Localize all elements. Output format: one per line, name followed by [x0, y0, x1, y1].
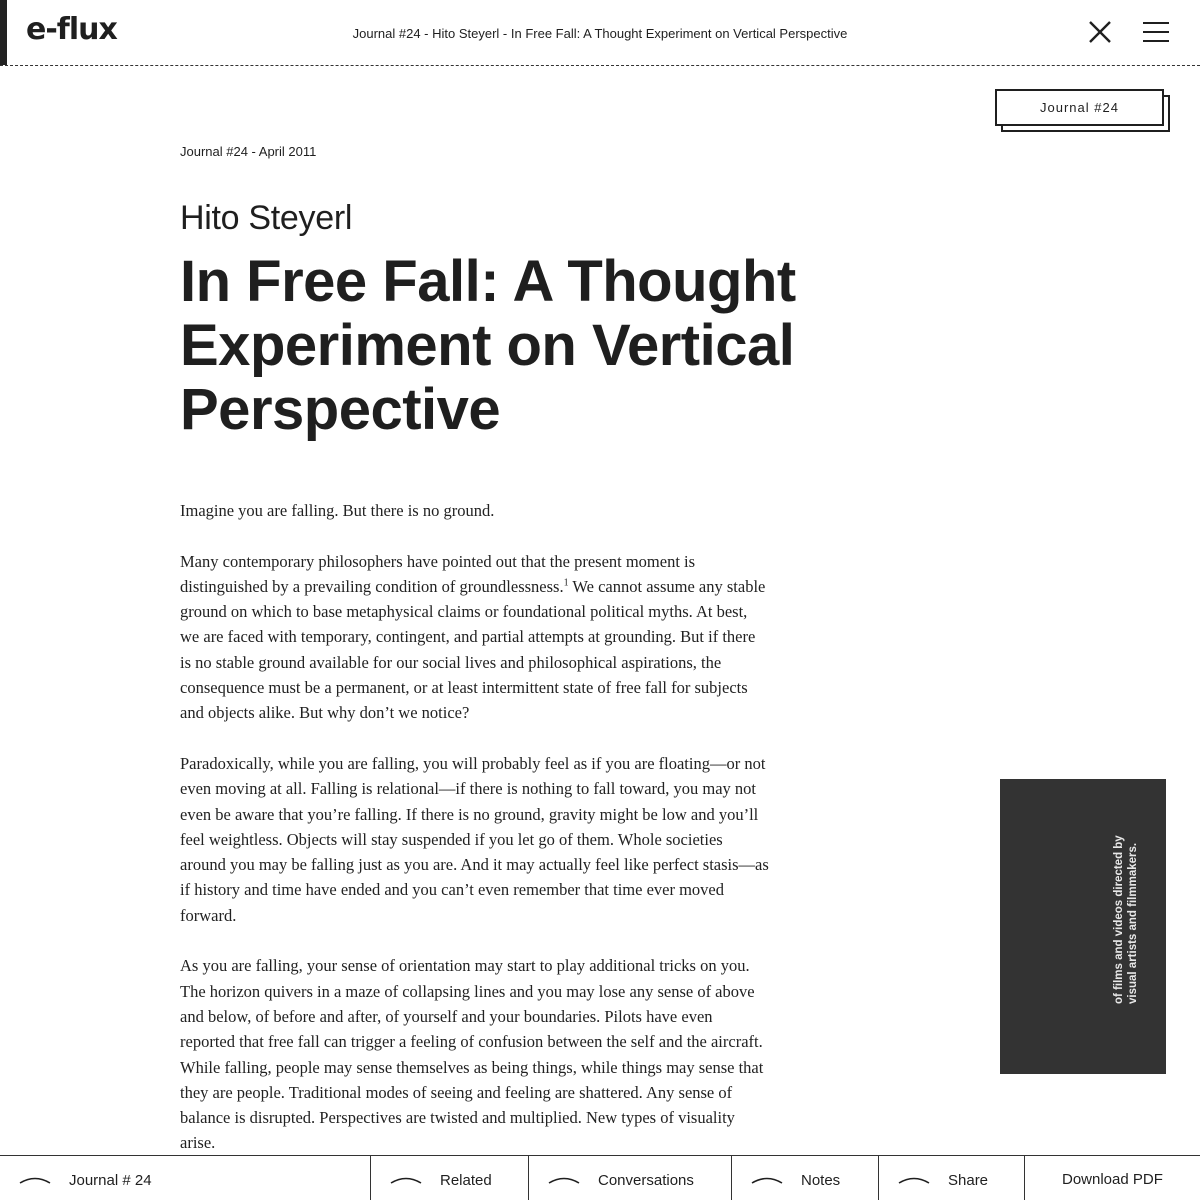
tab-share-label: Share: [948, 1172, 989, 1189]
tab-related-label: Related: [440, 1172, 492, 1189]
chevron-up-icon: [548, 1174, 580, 1184]
page-title-bar: Journal #24 - Hito Steyerl - In Free Fall: A Thought Experiment on Vertical Perspective: [352, 26, 848, 41]
tab-conversations-label: Conversations: [598, 1172, 694, 1189]
paragraph: As you are falling, your sense of orientation may start to play additional tricks on you. The horizon quivers in a maze of collapsing lines and you may lose any sense of above and below, of before and after, of yourself and your boundaries. Pilots have even reported that free fall can trigger a feeling of confusion between the self and the aircraft. While falling, people may sense themselves as being things, while things may sense that they are people. Traditional modes of seeing and feeling are shattered. Any sense of balance is disrupted. Perspectives are twisted and multiplied. New types of visuality arise.: [180, 956, 764, 1153]
paragraph: [180, 549, 770, 726]
chevron-up-icon: [19, 1174, 51, 1184]
tab-related[interactable]: [371, 1156, 528, 1200]
tab-journal-label: Journal # 24: [69, 1172, 152, 1189]
paragraph: Imagine you are falling. But there is no ground.: [180, 501, 495, 520]
chevron-up-icon: [898, 1174, 930, 1184]
article-title: In Free Fall: A Thought Experiment on Vertical Perspective: [180, 249, 796, 442]
tab-share[interactable]: [879, 1156, 1024, 1200]
side-advertisement[interactable]: [1000, 779, 1166, 1074]
bottom-navigation-bar: [0, 1155, 1200, 1200]
tab-notes-label: Notes: [801, 1172, 841, 1189]
footnote-link[interactable]: 1: [563, 577, 569, 589]
site-header: [0, 0, 1200, 66]
issue-date[interactable]: Journal #24 - April 2011: [180, 144, 317, 159]
tab-conversations[interactable]: [529, 1156, 731, 1200]
close-icon: [1086, 18, 1114, 46]
article-author[interactable]: Hito Steyerl: [180, 199, 353, 237]
hamburger-menu-icon: [1141, 20, 1171, 44]
journal-tag-label[interactable]: Journal #24: [995, 89, 1164, 126]
download-pdf-label: Download PDF: [1062, 1171, 1163, 1188]
advertisement-text: of films and videos directed by visual artists and filmmakers.: [1113, 835, 1139, 1004]
paragraph-text: We cannot assume any stable ground on which to base metaphysical claims or foundational political myths. At best, we are faced with temporary, contingent, and partial attempts at grounding. But if there is no stable ground available for our social lives and philosophical aspirations, the consequence must be a permanent, or at least intermittent state of free fall for subjects and objects alike. But why don’t we notice?: [180, 576, 766, 723]
menu-button[interactable]: [1141, 20, 1171, 44]
tab-notes[interactable]: [732, 1156, 878, 1200]
journal-issue-button[interactable]: [995, 89, 1165, 127]
article-body: [180, 498, 770, 1181]
site-logo[interactable]: e-flux: [26, 12, 117, 47]
paragraph: Paradoxically, while you are falling, you will probably feel as if you are floating—or not even moving at all. Falling is relational—if there is nothing to fall toward, you may not even be aware that you’re falling. If there is no ground, gravity might be low and you’ll feel weightless. Objects will stay suspended if you let go of them. Whole societies around you may be falling just as you are. And it may actually feel like perfect stasis—as if history and time have ended and you can’t even remember that time ever moved forward.: [180, 753, 769, 925]
paragraph-text: Many contemporary philosophers have pointed out that the present moment is distinguished by a prevailing condition of groundlessness.: [180, 551, 696, 596]
chevron-up-icon: [390, 1174, 422, 1184]
download-pdf-button[interactable]: [1025, 1156, 1200, 1200]
tab-journal[interactable]: [0, 1156, 370, 1200]
chevron-up-icon: [751, 1174, 783, 1184]
close-button[interactable]: [1086, 18, 1114, 46]
